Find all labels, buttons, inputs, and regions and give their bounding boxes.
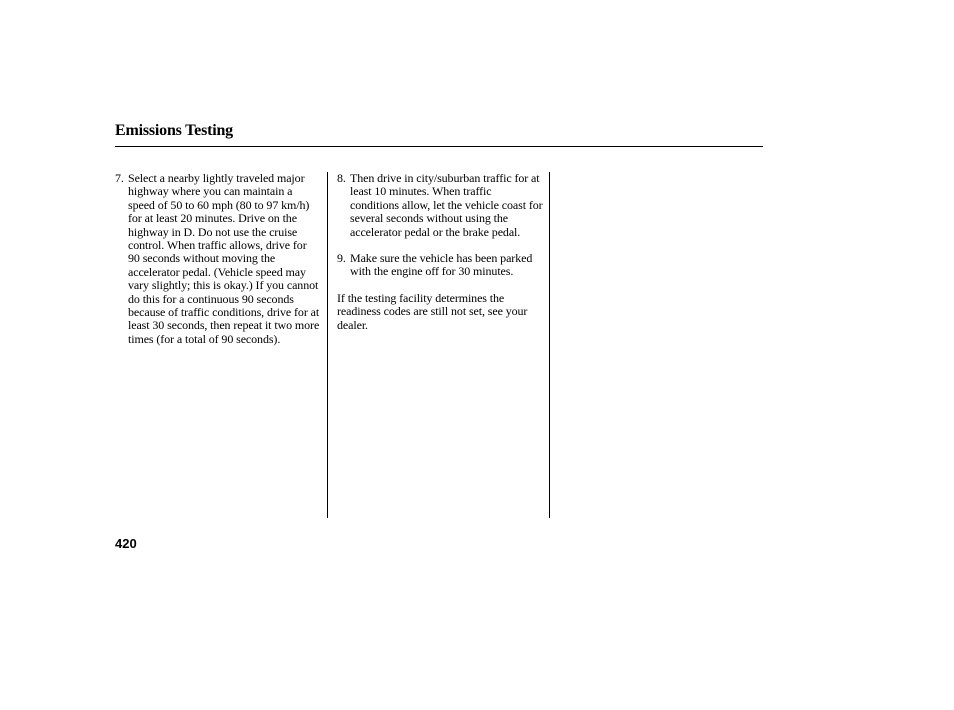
step-number: 7. [115,171,124,185]
step-text: Select a nearby lightly traveled major highway where you can maintain a speed of 50 to 60 mph (80 to 97 km/h) for at least 20 minutes. Drive on the highway in D. Do not use the cruise control. When traffic allows, drive for 90 seconds without moving the accelerator pedal. (Vehicle speed may vary slightly; this is okay.) If you cannot do this for a continuous 90 seconds because of traffic conditions, drive for at least 30 seconds, then repeat it two more times (for a total of 90 seconds). [128,171,320,346]
step-number: 9. [337,251,346,266]
page-number: 420 [115,536,137,551]
page-title: Emissions Testing [115,122,233,139]
step-9 [337,252,543,279]
left-column [115,172,321,346]
step-8 [337,172,543,239]
title-rule [115,146,763,147]
middle-column [337,172,543,332]
step-7 [115,172,321,346]
dealer-note: If the testing facility determines the readiness codes are still not set, see your dealer. [337,290,528,332]
step-number: 8. [337,171,346,185]
step-text: Make sure the vehicle has been parked with the engine off for 30 minutes. [350,251,533,279]
column-divider-left [327,172,328,518]
column-divider-right [549,172,550,518]
step-text: Then drive in city/suburban traffic for at least 10 minutes. When traffic conditions allow, let the vehicle coast for several seconds without using the accelerator pedal or the brake pedal. [350,171,543,239]
